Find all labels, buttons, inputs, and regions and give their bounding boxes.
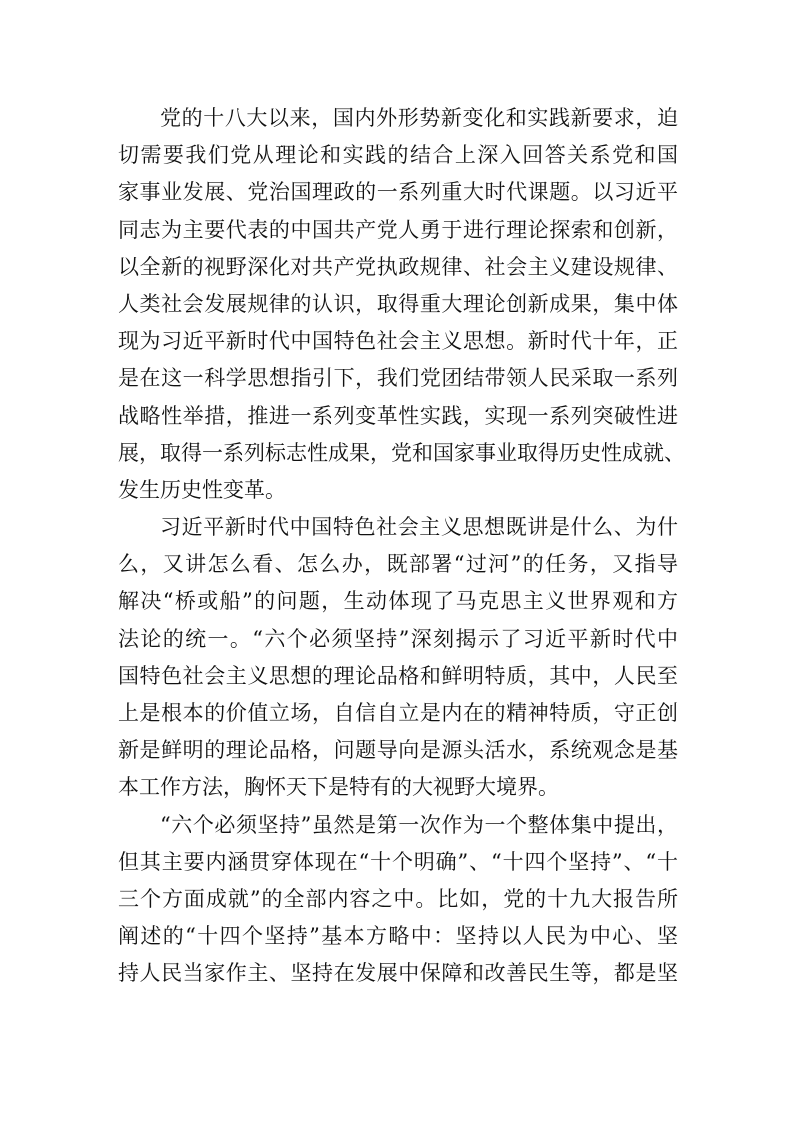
paragraph-1-line-11: 发生历史性变革。 [118,477,286,502]
paragraph-2-line-8: 本工作方法，胸怀天下是特有的大视野大境界。 [118,775,559,800]
paragraph-2-line-2: 么，又讲怎么看、怎么办，既部署“过河”的任务，又指导 [118,552,678,577]
paragraph-3-line-5: 持人民当家作主、坚持在发展中保障和改善民生等，都是坚 [118,961,678,986]
paragraph-1-line-10: 展，取得一系列标志性成果，党和国家事业取得历史性成就、 [118,440,685,465]
paragraph-3-line-2: 但其主要内涵贯穿体现在“十个明确”、“十四个坚持”、“十 [118,849,678,874]
paragraph-2-line-6: 上是根本的价值立场，自信自立是内在的精神特质，守正创 [118,701,678,725]
paragraph-2-line-3: 解决“桥或船”的问题，生动体现了马克思主义世界观和方 [118,589,678,614]
paragraph-1-line-6: 人类社会发展规律的认识，取得重大理论创新成果，集中体 [118,291,678,316]
paragraph-1-line-8: 是在这一科学思想指引下，我们党团结带领人民采取一系列 [118,366,678,391]
paragraph-2-line-7: 新是鲜明的理论品格，问题导向是源头活水，系统观念是基 [118,738,678,763]
paragraph-1-line-9: 战略性举措，推进一系列变革性实践，实现一系列突破性进 [118,403,678,428]
paragraph-1-line-4: 同志为主要代表的中国共产党人勇于进行理论探索和创新， [118,217,678,242]
paragraph-1-line-7: 现为习近平新时代中国特色社会主义思想。新时代十年，正 [118,329,678,354]
paragraph-2-line-5: 国特色社会主义思想的理论品格和鲜明特质，其中，人民至 [118,663,678,688]
paragraph-3-line-4: 阐述的“十四个坚持”基本方略中：坚持以人民为中心、坚 [118,924,678,949]
paragraph-2-line-4: 法论的统一。“六个必须坚持”深刻揭示了习近平新时代中 [118,626,678,651]
paragraph-2-line-1: 习近平新时代中国特色社会主义思想既讲是什么、为什 [160,515,678,540]
paragraph-1-line-2: 切需要我们党从理论和实践的结合上深入回答关系党和国 [118,143,678,168]
paragraph-3-line-1: “六个必须坚持”虽然是第一次作为一个整体集中提出， [160,812,678,837]
paragraph-1-line-3: 家事业发展、党治国理政的一系列重大时代课题。以习近平 [118,180,678,205]
paragraph-3-line-3: 三个方面成就”的全部内容之中。比如，党的十九大报告所 [118,886,678,911]
body-text [118,100,685,993]
paragraph-1-line-1: 党的十八大以来，国内外形势新变化和实践新要求，迫 [160,106,678,130]
paragraph-1-line-5: 以全新的视野深化对共产党执政规律、社会主义建设规律、 [118,254,678,279]
